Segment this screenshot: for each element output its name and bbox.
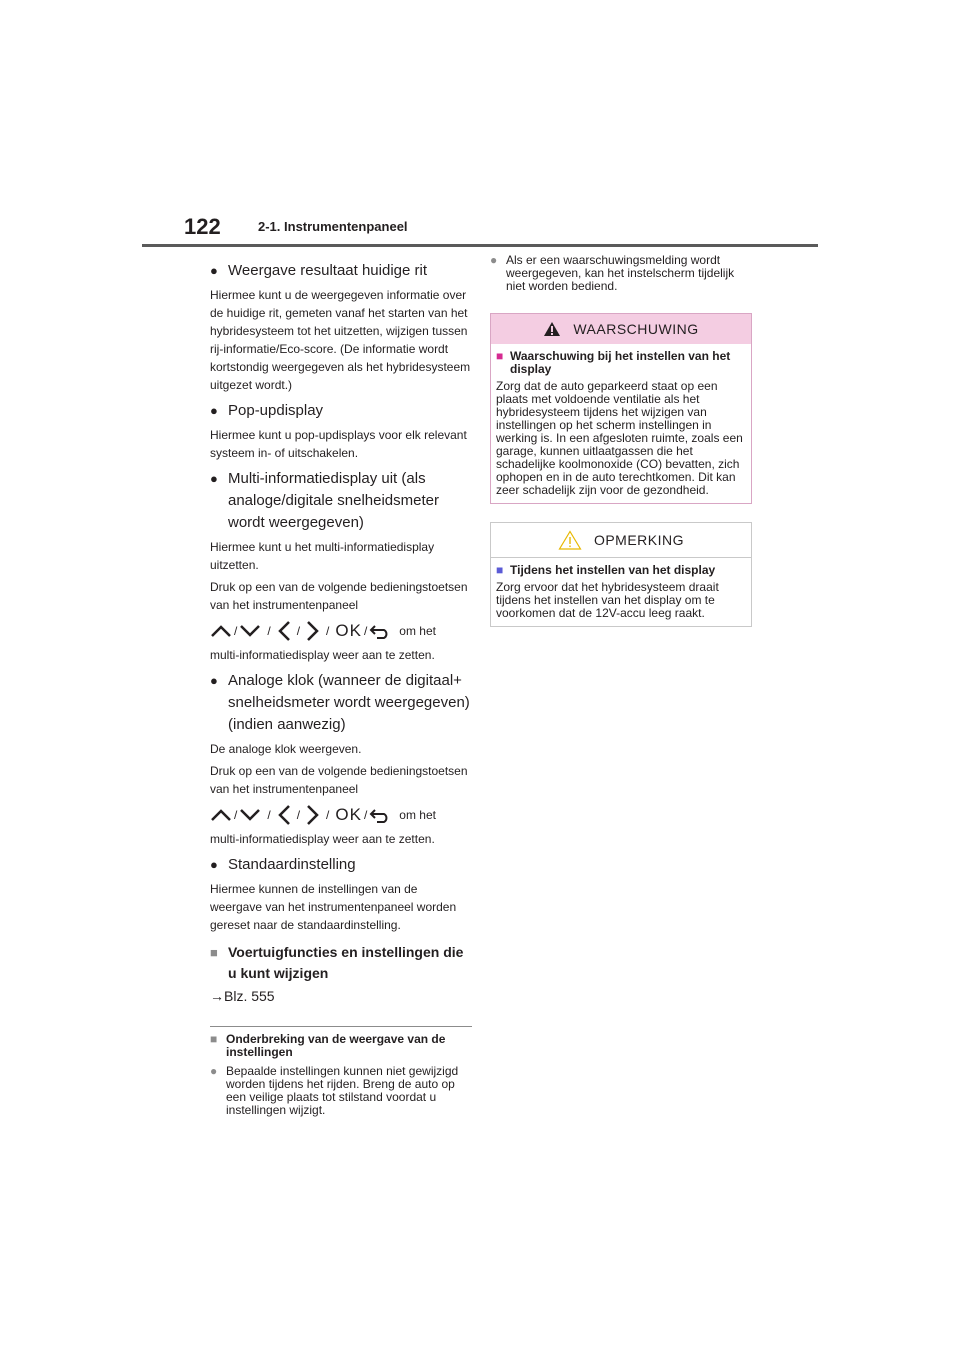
bullet-icon: ● bbox=[210, 403, 218, 418]
bullet-icon: ● bbox=[210, 471, 218, 486]
separator: / bbox=[326, 624, 330, 638]
item-heading bbox=[210, 670, 472, 736]
page-reference: →Blz. 555 bbox=[210, 988, 275, 1004]
paragraph: multi-informatiedisplay weer aan te zetten. bbox=[210, 648, 435, 662]
square-bullet-icon: ■ bbox=[496, 563, 504, 577]
sub-heading-text: Voertuigfuncties en instellingen die u kunt wijzigen bbox=[228, 944, 464, 981]
heading-text: Pop-updisplay bbox=[228, 402, 324, 419]
warning-body bbox=[491, 344, 751, 503]
notes-divider bbox=[210, 1026, 472, 1027]
up-arrow-icon bbox=[210, 624, 232, 638]
item-heading bbox=[210, 468, 472, 534]
bullet-icon: ● bbox=[210, 263, 218, 278]
note-text: Bepaalde instellingen kunnen niet gewijzigd worden tijdens het rijden. Breng de auto op een veilige plaats tot stilstand voordat u instellingen wijzigt. bbox=[226, 1064, 459, 1117]
notice-subheading-text: Tijdens het instellen van het display bbox=[510, 563, 716, 577]
paragraph: Hiermee kunt u pop-updisplays voor elk relevant systeem in- of uitschakelen. bbox=[210, 428, 467, 460]
control-buttons-row bbox=[210, 620, 472, 642]
control-buttons-row bbox=[210, 804, 472, 826]
warning-text: Zorg dat de auto geparkeerd staat op een plaats met voldoende ventilatie als het hybridesysteem tijdens het wijzigen van instellingen op het scherm instellingen in werking is. In een afgesloten ruimte, zoals een garage, kunnen uitlaatgassen die het schadelijke koolmonoxide (CO) bevatten, zich ophopen en in de auto terechtkomen. Dit kan zeer schadelijk zijn voor de gezondheid. bbox=[496, 379, 743, 497]
bullet-icon: ● bbox=[210, 1064, 218, 1078]
square-bullet-icon: ■ bbox=[210, 1032, 218, 1046]
paragraph: Hiermee kunt u het multi-informatiedisplay uitzetten. bbox=[210, 540, 435, 572]
left-column bbox=[210, 254, 472, 1117]
bullet-icon: ● bbox=[490, 253, 498, 267]
note-item bbox=[490, 254, 752, 293]
separator: / bbox=[296, 808, 301, 822]
heading-text: Weergave resultaat huidige rit bbox=[228, 262, 427, 279]
separator: / bbox=[267, 808, 271, 822]
heading-text: Multi-informatiedisplay uit (als analoge/digitale snelheidsmeter wordt weergegeven) bbox=[228, 470, 439, 531]
section-title: 2-1. Instrumentenpaneel bbox=[258, 219, 408, 234]
notice-label: OPMERKING bbox=[593, 532, 685, 548]
ok-button-label: OK bbox=[335, 621, 362, 640]
paragraph: Druk op een van de volgende bedieningstoetsen van het instrumentenpaneel bbox=[210, 764, 468, 796]
note-text: Als er een waarschuwingsmelding wordt weergegeven, kan het instelscherm tijdelijk niet worden bediend. bbox=[506, 253, 735, 293]
button-suffix: om het bbox=[399, 808, 436, 822]
notice-box bbox=[490, 522, 752, 627]
square-bullet-icon: ■ bbox=[496, 349, 504, 363]
separator: / bbox=[234, 624, 238, 638]
separator: / bbox=[234, 808, 238, 822]
right-column bbox=[490, 254, 752, 627]
left-arrow-icon bbox=[277, 804, 291, 826]
note-item bbox=[210, 1065, 472, 1117]
note-title bbox=[210, 1033, 472, 1059]
notice-body bbox=[491, 558, 751, 626]
back-arrow-icon bbox=[369, 623, 391, 639]
bullet-icon: ● bbox=[210, 857, 218, 872]
paragraph: Hiermee kunnen de instellingen van de weergave van het instrumentenpaneel worden gereset naar de standaardinstelling. bbox=[210, 882, 457, 932]
paragraph: Druk op een van de volgende bedieningstoetsen van het instrumentenpaneel bbox=[210, 580, 468, 612]
sub-heading bbox=[210, 942, 472, 984]
paragraph: multi-informatiedisplay weer aan te zetten. bbox=[210, 832, 435, 846]
item-heading bbox=[210, 854, 472, 876]
button-suffix: om het bbox=[399, 624, 436, 638]
up-arrow-icon bbox=[210, 808, 232, 822]
down-arrow-icon bbox=[239, 624, 261, 638]
warning-triangle-icon bbox=[543, 321, 561, 337]
right-arrow-icon bbox=[306, 620, 320, 642]
square-bullet-icon: ■ bbox=[210, 945, 218, 960]
separator: / bbox=[296, 624, 301, 638]
heading-text: Standaardinstelling bbox=[228, 856, 356, 873]
separator: / bbox=[363, 624, 368, 638]
separator: / bbox=[363, 808, 368, 822]
notice-header bbox=[491, 523, 751, 558]
item-heading bbox=[210, 260, 472, 282]
header-divider bbox=[142, 244, 818, 247]
separator: / bbox=[326, 808, 330, 822]
caution-triangle-icon bbox=[558, 530, 582, 550]
page-number: 122 bbox=[184, 214, 221, 239]
down-arrow-icon bbox=[239, 808, 261, 822]
notice-subheading bbox=[496, 564, 746, 577]
left-arrow-icon bbox=[277, 620, 291, 642]
warning-subheading bbox=[496, 350, 746, 376]
heading-text: Analoge klok (wanneer de digitaal+ snelheidsmeter wordt weergegeven) (indien aanwezig) bbox=[228, 672, 470, 733]
right-arrow-icon bbox=[306, 804, 320, 826]
paragraph: De analoge klok weergeven. bbox=[210, 742, 362, 756]
note-title-text: Onderbreking van de weergave van de instellingen bbox=[226, 1032, 446, 1059]
warning-box bbox=[490, 313, 752, 504]
back-arrow-icon bbox=[369, 807, 391, 823]
notice-text: Zorg ervoor dat het hybridesysteem draait tijdens het instellen van het display om te voorkomen dat de 12V-accu leeg raakt. bbox=[496, 580, 719, 620]
ok-button-label: OK bbox=[335, 805, 362, 824]
warning-header bbox=[491, 314, 751, 344]
warning-label: WAARSCHUWING bbox=[573, 321, 699, 337]
warning-subheading-text: Waarschuwing bij het instellen van het display bbox=[510, 349, 731, 376]
bullet-icon: ● bbox=[210, 673, 218, 688]
paragraph: Hiermee kunt u de weergegeven informatie over de huidige rit, gemeten vanaf het starten van het hybridesysteem tot het uitzetten, wijzigen tussen rij-informatie/Eco-score. (De informatie wordt kortstondig weergegeven als het hybridesysteem uitgezet wordt.) bbox=[210, 288, 471, 392]
item-heading bbox=[210, 400, 472, 422]
separator: / bbox=[267, 624, 271, 638]
